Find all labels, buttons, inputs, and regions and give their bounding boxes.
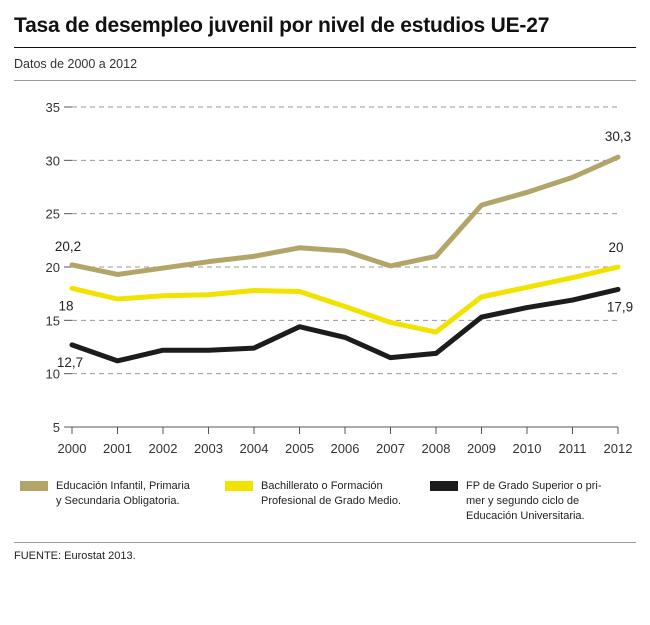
x-tick-label: 2009 xyxy=(467,441,496,457)
data-point-label: 12,7 xyxy=(56,354,84,370)
x-tick-label: 2002 xyxy=(148,441,178,457)
page-title: Tasa de desempleo juvenil por nivel de estudios UE-27 xyxy=(14,14,550,37)
legend-label-line: Educación Infantil, Primaria xyxy=(56,480,190,493)
y-tick-label: 20 xyxy=(45,260,60,276)
data-point-label: 17,9 xyxy=(606,299,634,315)
x-tick-label: 2010 xyxy=(512,441,542,457)
x-tick-label: 2011 xyxy=(558,441,587,457)
data-point-label: 18 xyxy=(58,298,74,314)
series-line xyxy=(72,157,618,274)
y-tick-label: 10 xyxy=(45,366,60,382)
y-tick-label: 15 xyxy=(45,313,60,329)
x-tick-label: 2007 xyxy=(376,441,405,457)
x-tick-label: 2006 xyxy=(330,441,360,457)
legend-swatch-primaria xyxy=(20,481,48,491)
source-note: FUENTE: Eurostat 2013. xyxy=(14,549,136,562)
subtitle-divider xyxy=(14,80,636,81)
legend-swatch-bachillerato xyxy=(225,481,253,491)
legend-label-line: FP de Grado Superior o pri- xyxy=(466,480,602,493)
data-point-label: 30,3 xyxy=(604,129,632,145)
x-tick-label: 2012 xyxy=(603,441,633,457)
y-tick-label: 25 xyxy=(45,206,60,222)
x-tick-label: 2001 xyxy=(103,441,132,457)
x-tick-label: 2000 xyxy=(57,441,87,457)
data-point-label: 20 xyxy=(608,240,624,256)
series-line xyxy=(72,289,618,360)
legend-label-superior xyxy=(466,479,602,524)
data-point-label: 20,2 xyxy=(54,238,82,254)
chart-legend xyxy=(14,479,636,524)
legend-label-line: Educación Universitaria. xyxy=(466,509,585,522)
series-line xyxy=(72,267,618,332)
line-chart xyxy=(14,87,636,477)
x-tick-label: 2004 xyxy=(239,441,269,457)
legend-item xyxy=(225,479,430,524)
y-tick-label: 5 xyxy=(52,420,60,436)
x-tick-label: 2008 xyxy=(421,441,451,457)
legend-swatch-superior xyxy=(430,481,458,491)
x-tick-label: 2005 xyxy=(285,441,314,457)
x-tick-label: 2003 xyxy=(194,441,223,457)
y-tick-label: 35 xyxy=(45,100,60,116)
y-tick-label: 30 xyxy=(45,153,60,169)
legend-label-bachillerato xyxy=(261,479,401,509)
page-subtitle: Datos de 2000 a 2012 xyxy=(14,57,138,72)
legend-label-primaria xyxy=(56,479,190,509)
legend-label-line: Bachillerato o Formación xyxy=(261,480,383,493)
legend-label-line: Profesional de Grado Medio. xyxy=(261,494,402,507)
legend-label-line: mer y segundo ciclo de xyxy=(466,494,580,507)
chart-area xyxy=(14,87,636,477)
legend-item xyxy=(430,479,635,524)
legend-label-line: y Secundaria Obligatoria. xyxy=(56,494,180,507)
legend-item xyxy=(20,479,225,524)
